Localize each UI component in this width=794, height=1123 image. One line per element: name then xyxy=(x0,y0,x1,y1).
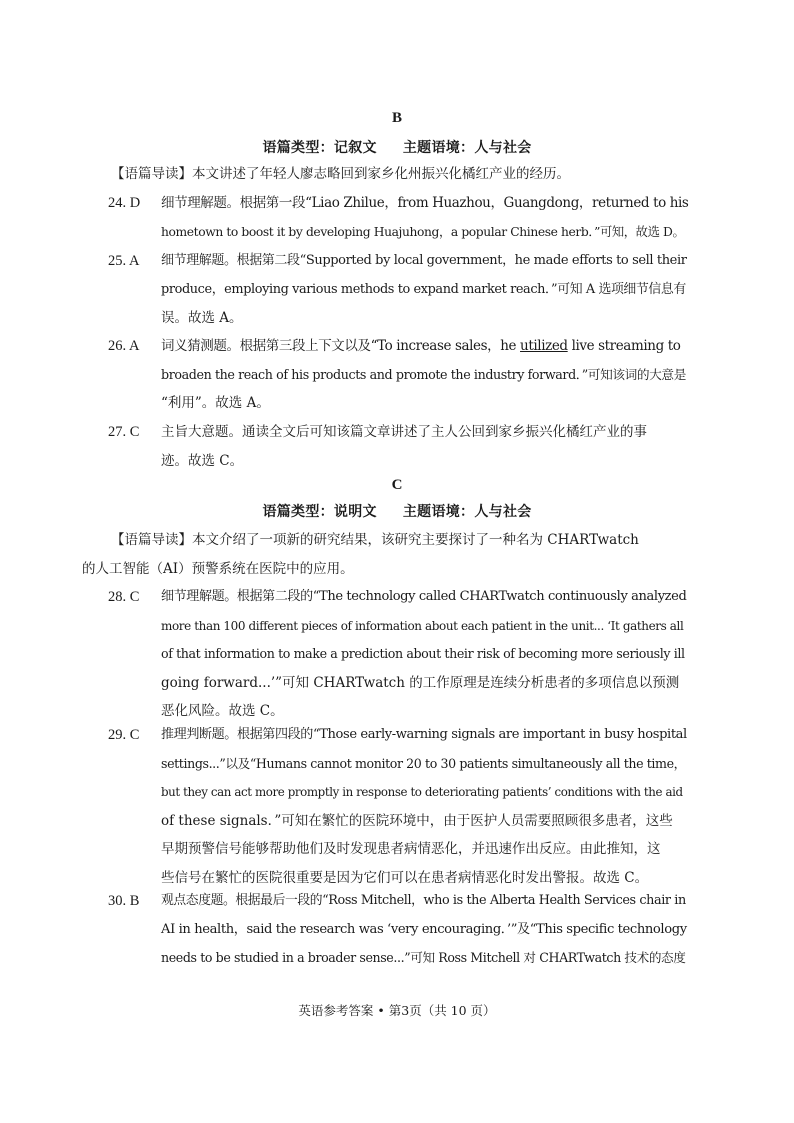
explanation-line: 细节理解题。根据第一段“Liao Zhilue，from Huazhou，Guangdong，returned to his xyxy=(161,195,689,211)
explanation-line: 误。故选 A。 xyxy=(161,310,243,327)
question-number: 30. B xyxy=(108,893,140,909)
explanation-line: 观点态度题。根据最后一段的“Ross Mitchell，who is the Alberta Health Services chair in xyxy=(161,893,686,908)
question-number: 24. D xyxy=(108,195,141,211)
section-b-theme: 主题语境：人与社会 xyxy=(402,140,532,156)
answer-item-30 xyxy=(108,887,688,973)
explanation-line: but they can act more promptly in response to deteriorating patients’ conditions with the aid xyxy=(161,785,683,800)
explanation-line xyxy=(161,332,688,361)
question-number: 27. C xyxy=(108,424,140,440)
section-c-theme: 主题语境：人与社会 xyxy=(402,504,532,520)
answer-item-24 xyxy=(108,189,688,246)
answer-item-29 xyxy=(108,721,688,893)
question-number: 28. C xyxy=(108,589,140,605)
answer-item-28 xyxy=(108,583,688,726)
explanation-line: 早期预警信号能够帮助他们及时发现患者病情恶化，并迅速作出反应。由此推知，这 xyxy=(161,841,661,858)
explanation-line: 恶化风险。故选 C。 xyxy=(161,703,284,720)
explanation-line: settings...”以及“Humans cannot monitor 20 to 30 patients simultaneously all the time， xyxy=(161,755,686,771)
section-b-intro: 【语篇导读】本文讲述了年轻人廖志略回到家乡化州振兴化橘红产业的经历。 xyxy=(111,166,570,182)
explanation-line: AI in health，said the research was ‘very encouraging．’”及“This specific technology xyxy=(161,921,687,937)
answer-item-26 xyxy=(108,332,688,418)
answer-item-27 xyxy=(108,418,688,475)
explanation-line: hometown to boost it by developing Huajuhong，a popular Chinese herb．”可知，故选 D。 xyxy=(161,224,685,239)
section-c-type xyxy=(0,501,794,521)
explanation-line: of these signals．”可知在繁忙的医院环境中，由于医护人员需要照顾很多患者，这些 xyxy=(161,812,673,829)
section-c-intro-line2: 的人工智能（AI）预警系统在医院中的应用。 xyxy=(82,561,354,577)
explanation-line: more than 100 different pieces of information about each patient in the unit... ‘It gathers all xyxy=(161,618,684,633)
question-number: 25. A xyxy=(108,253,140,269)
explanation-text: 词义猜测题。根据第三段上下文以及“To increase sales，he xyxy=(161,338,521,354)
explanation-line: 迹。故选 C。 xyxy=(161,452,244,469)
section-b-letter: B xyxy=(391,110,402,126)
explanation-line: 推理判断题。根据第四段的“Those early-warning signals are important in busy hospital xyxy=(161,727,687,742)
question-number: 26. A xyxy=(108,338,140,354)
section-c-intro-line1: 【语篇导读】本文介绍了一项新的研究结果，该研究主要探讨了一种名为 CHARTwatch xyxy=(111,532,639,548)
explanation-line: 些信号在繁忙的医院很重要是因为它们可以在患者病情恶化时发出警报。故选 C。 xyxy=(161,869,649,886)
question-number: 29. C xyxy=(108,727,140,743)
section-b-type xyxy=(0,137,794,157)
page-footer: 英语参考答案 • 第3页（共 10 页） xyxy=(298,1003,496,1018)
section-b-genre: 语篇类型：记叙文 xyxy=(262,140,377,156)
explanation-line: 细节理解题。根据第二段的“The technology called CHARTwatch continuously analyzed xyxy=(161,589,687,604)
explanation-line: of that information to make a prediction about their risk of becoming more seriously ill xyxy=(161,646,685,662)
explanation-line: needs to be studied in a broader sense...”可知 Ross Mitchell 对 CHARTwatch 技术的态度 xyxy=(161,950,686,966)
explanation-line: 细节理解题。根据第二段“Supported by local government，he made efforts to sell their xyxy=(161,253,687,268)
explanation-line: going forward...’”可知 CHARTwatch 的工作原理是连续分析患者的多项信息以预测 xyxy=(161,674,680,691)
explanation-line: broaden the reach of his products and promote the industry forward．”可知该词的大意是 xyxy=(161,366,686,382)
explanation-text: live streaming to xyxy=(567,338,681,354)
explanation-line: “利用”。故选 A。 xyxy=(161,395,270,412)
answer-item-25 xyxy=(108,247,688,333)
explanation-line: 主旨大意题。通读全文后可知该篇文章讲述了主人公回到家乡振兴化橘红产业的事 xyxy=(161,424,647,440)
section-c-letter: C xyxy=(391,477,403,493)
section-c-genre: 语篇类型：说明文 xyxy=(262,504,377,520)
explanation-line: produce，employing various methods to expand market reach．”可知 A 选项细节信息有 xyxy=(161,281,686,297)
underlined-word: utilized xyxy=(520,338,568,354)
